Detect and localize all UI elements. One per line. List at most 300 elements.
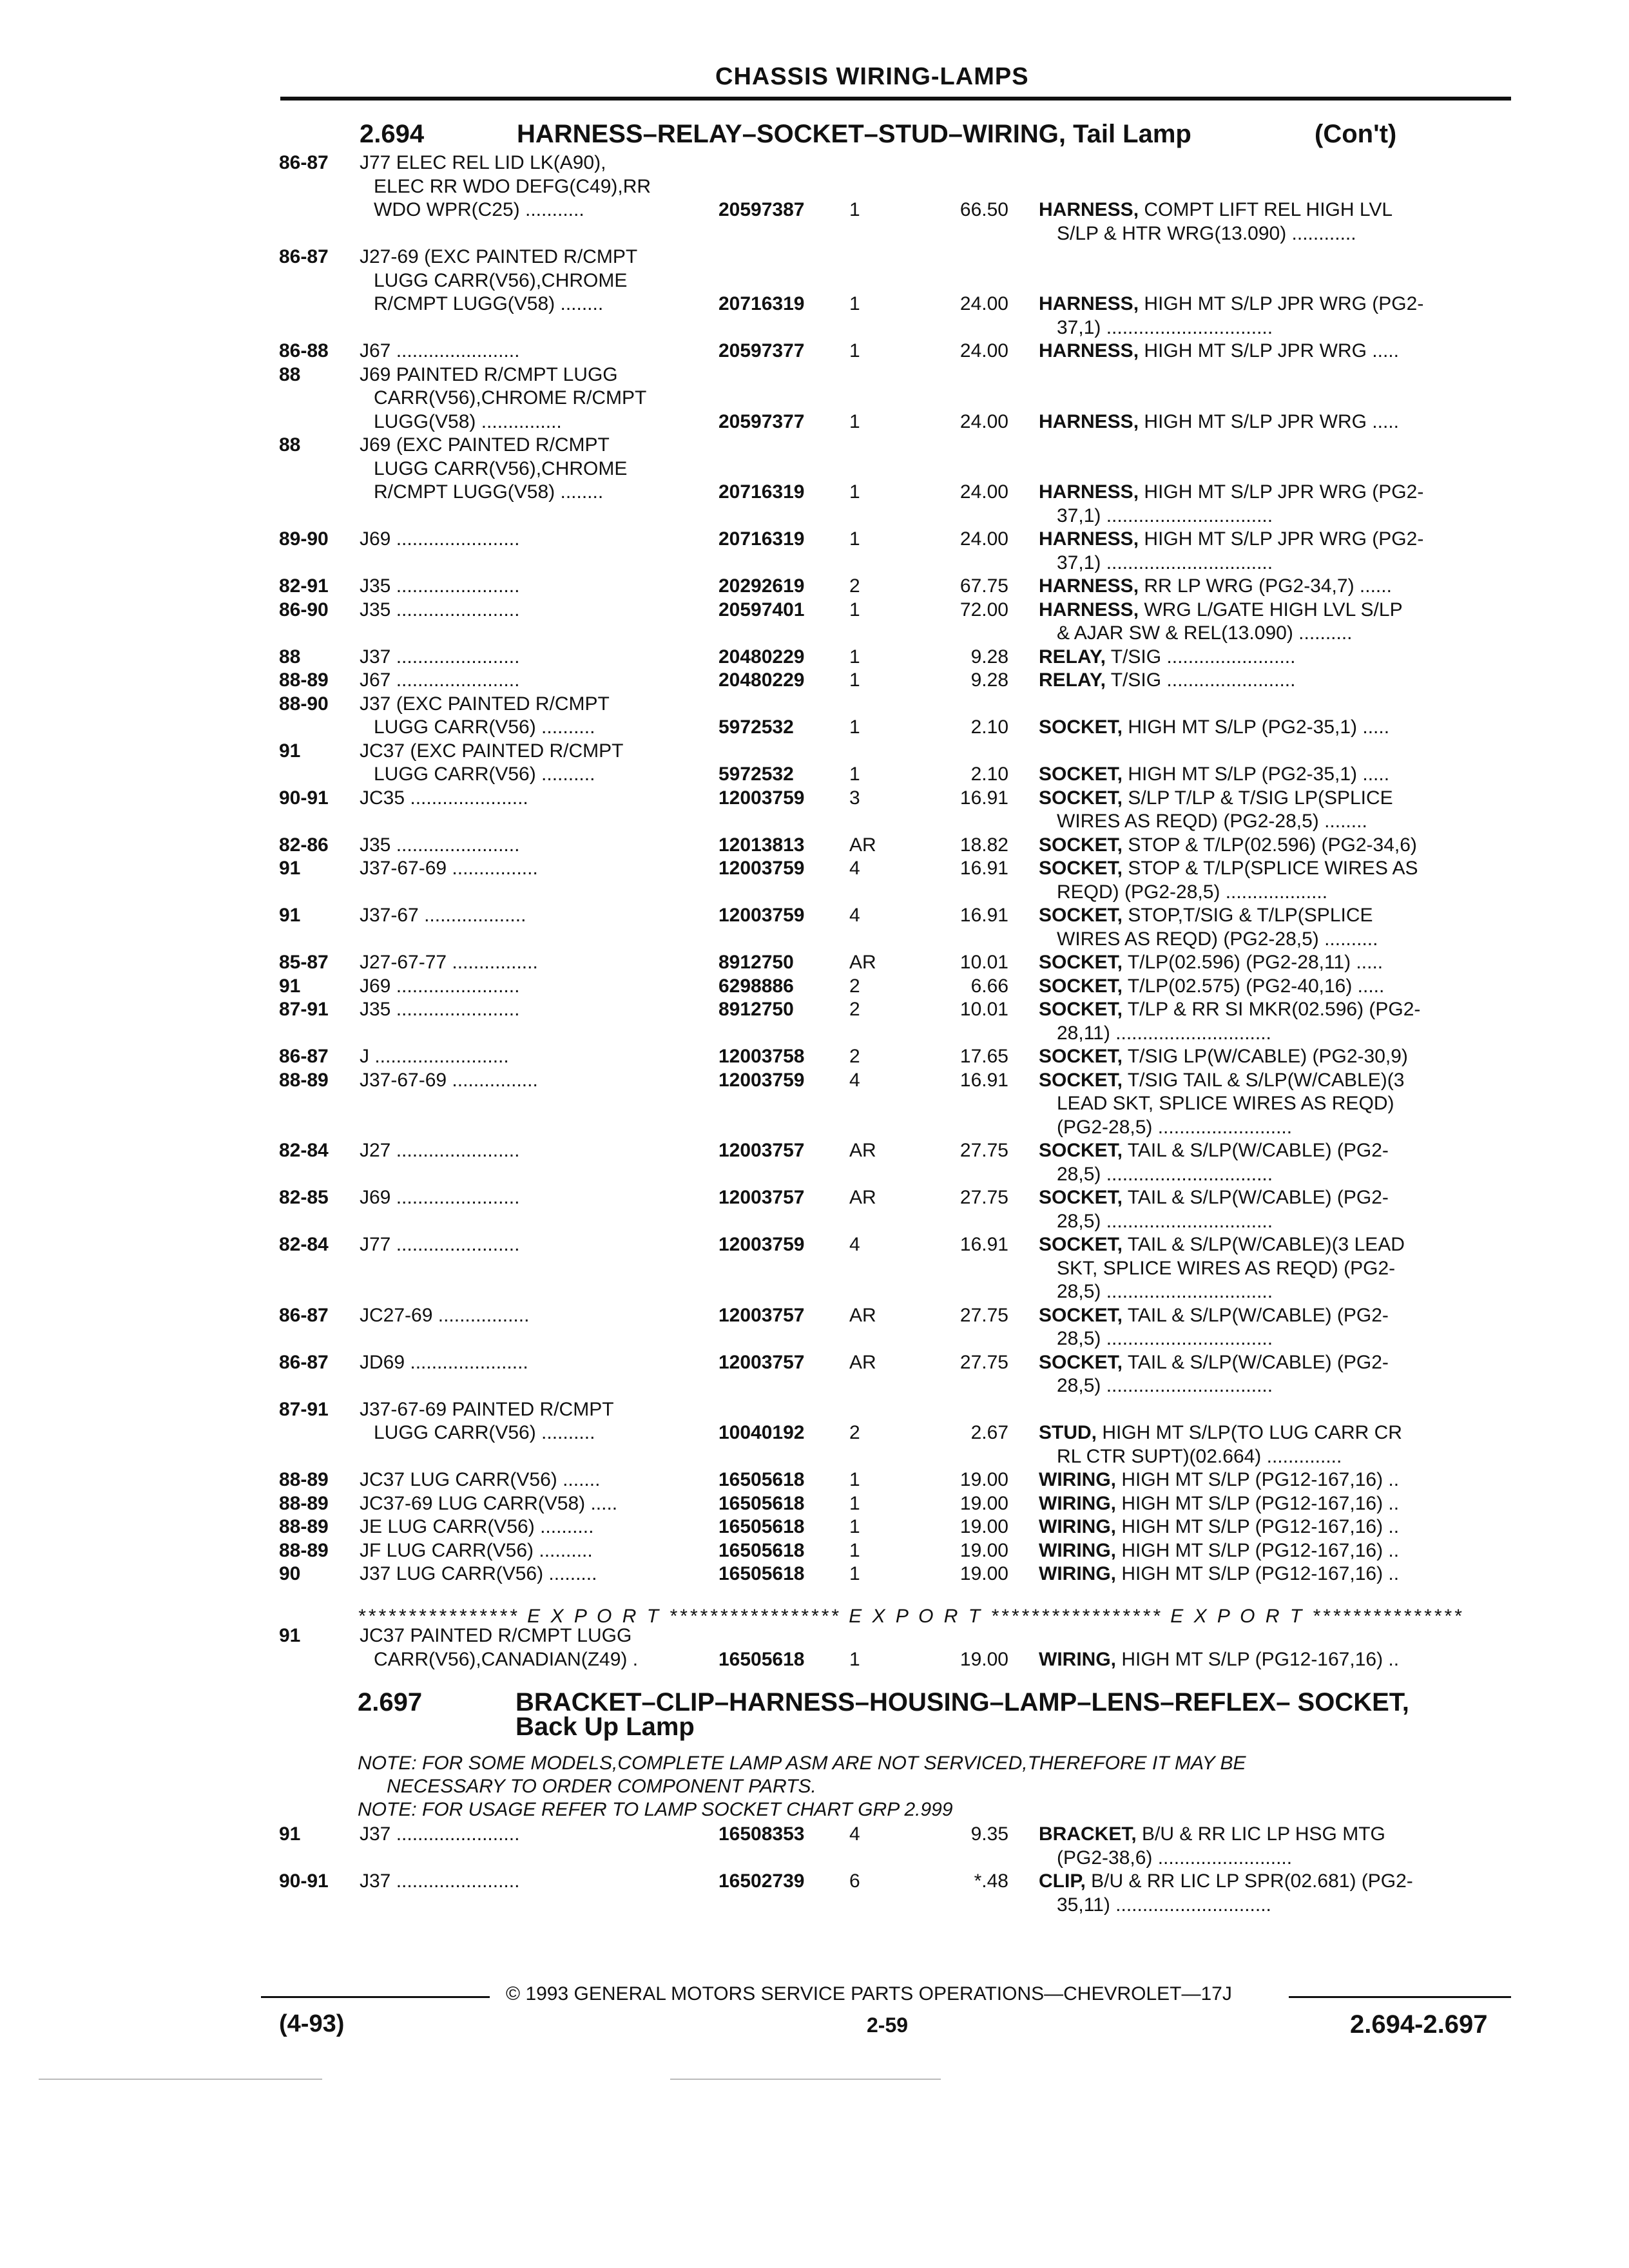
- quantity: 4: [849, 905, 860, 926]
- price: 16.91: [959, 1069, 1008, 1091]
- quantity: 3: [849, 787, 860, 809]
- part-description: [1039, 952, 1383, 974]
- model-description: J .........................: [360, 1046, 509, 1067]
- part-name: SOCKET,: [1039, 1069, 1123, 1091]
- note-line: NOTE: FOR SOME MODELS,COMPLETE LAMP ASM ARE NOT SERVICED,THEREFORE IT MAY BE: [358, 1753, 1246, 1774]
- part-number: 12003757: [718, 1140, 805, 1161]
- part-number: 12003759: [718, 858, 805, 879]
- quantity: 6: [849, 1870, 860, 1892]
- price: 24.00: [959, 340, 1008, 361]
- part-detail: HIGH MT S/LP (PG12-167,16) ..: [1116, 1492, 1400, 1514]
- quantity: 1: [849, 1648, 860, 1670]
- part-name: SOCKET,: [1039, 975, 1123, 997]
- part-name: SOCKET,: [1039, 1234, 1123, 1255]
- price: 24.00: [959, 410, 1008, 432]
- quantity: 1: [849, 199, 860, 220]
- part-description: [1039, 411, 1399, 433]
- part-name: HARNESS,: [1039, 340, 1139, 361]
- part-number: 20716319: [718, 528, 805, 550]
- part-description-cont: 28,5) ...............................: [1057, 1281, 1273, 1302]
- model-years: 88: [279, 434, 301, 456]
- model-description: JE LUG CARR(V56) ..........: [360, 1516, 594, 1537]
- part-description-cont: SKT, SPLICE WIRES AS REQD) (PG2-: [1057, 1257, 1396, 1279]
- footer-rule-right: [1289, 1996, 1511, 1998]
- model-years: 87-91: [279, 999, 329, 1020]
- part-number: 12003759: [718, 787, 805, 809]
- part-name: CLIP,: [1039, 1870, 1086, 1892]
- quantity: 1: [849, 669, 860, 691]
- part-description-cont: LEAD SKT, SPLICE WIRES AS REQD): [1057, 1093, 1394, 1114]
- part-name: SOCKET,: [1039, 1187, 1123, 1208]
- part-name: HARNESS,: [1039, 575, 1139, 597]
- model-years: 88-89: [279, 1469, 329, 1490]
- model-years: 91: [279, 858, 301, 879]
- model-description: R/CMPT LUGG(V58) ........: [374, 481, 604, 503]
- model-years: 88-89: [279, 1492, 329, 1514]
- part-name: SOCKET,: [1039, 716, 1123, 738]
- price: 16.91: [959, 858, 1008, 879]
- part-name: HARNESS,: [1039, 410, 1139, 432]
- part-description: [1039, 787, 1393, 809]
- part-number: 8912750: [718, 952, 794, 973]
- part-number: 16508353: [718, 1823, 805, 1845]
- quantity: 1: [849, 1516, 860, 1537]
- part-description: [1039, 999, 1420, 1021]
- part-description: [1039, 1305, 1389, 1327]
- part-number: 20597377: [718, 340, 805, 361]
- part-name: HARNESS,: [1039, 599, 1139, 620]
- model-description: J37 .......................: [360, 646, 520, 668]
- quantity: 1: [849, 1563, 860, 1584]
- part-description: [1039, 1422, 1402, 1444]
- quantity: AR: [849, 952, 876, 973]
- quantity: AR: [849, 1140, 876, 1161]
- part-description-cont: RL CTR SUPT)(02.664) ..............: [1057, 1445, 1342, 1467]
- part-number: 20597387: [718, 199, 805, 220]
- model-years: 82-84: [279, 1234, 329, 1255]
- footer-page-number: 2-59: [867, 2013, 909, 2037]
- part-number: 10040192: [718, 1422, 805, 1443]
- price: 24.00: [959, 481, 1008, 503]
- part-detail: STOP & T/LP(SPLICE WIRES AS: [1123, 858, 1418, 879]
- quantity: 1: [849, 1492, 860, 1514]
- part-number: 12003759: [718, 905, 805, 926]
- part-number: 6298886: [718, 975, 794, 997]
- part-description: [1039, 646, 1295, 668]
- price: 17.65: [959, 1046, 1008, 1067]
- part-detail: COMPT LIFT REL HIGH LVL: [1139, 199, 1393, 220]
- model-description: J69 (EXC PAINTED R/CMPT: [360, 434, 610, 456]
- part-number: 20292619: [718, 575, 805, 597]
- model-description: ELEC RR WDO DEFG(C49),RR: [374, 175, 651, 197]
- model-description: JC37 (EXC PAINTED R/CMPT: [360, 740, 624, 762]
- model-description: J27 .......................: [360, 1140, 520, 1161]
- part-number: 5972532: [718, 764, 794, 785]
- part-description-cont: 35,11) .............................: [1057, 1894, 1271, 1916]
- part-description: [1039, 1540, 1399, 1562]
- part-description-cont: (PG2-38,6) .........................: [1057, 1847, 1293, 1869]
- model-years: 88-89: [279, 1069, 329, 1091]
- part-name: SOCKET,: [1039, 834, 1123, 856]
- part-name: SOCKET,: [1039, 787, 1123, 809]
- model-years: 89-90: [279, 528, 329, 550]
- section2-number: 2.697: [358, 1688, 423, 1716]
- part-number: 16505618: [718, 1648, 805, 1670]
- model-years: 91: [279, 740, 301, 762]
- price: 66.50: [959, 199, 1008, 220]
- price: 27.75: [959, 1351, 1008, 1373]
- part-detail: HIGH MT S/LP JPR WRG .....: [1139, 340, 1399, 361]
- model-description: LUGG(V58) ...............: [374, 410, 562, 432]
- part-detail: TAIL & S/LP(W/CABLE)(3 LEAD: [1123, 1234, 1405, 1255]
- scan-artifact: [670, 2079, 941, 2080]
- part-name: WIRING,: [1039, 1539, 1116, 1561]
- price: *.48: [974, 1870, 1008, 1892]
- part-detail: HIGH MT S/LP (PG12-167,16) ..: [1116, 1516, 1400, 1537]
- part-description: [1039, 1823, 1385, 1845]
- model-years: 88-89: [279, 1516, 329, 1537]
- part-detail: HIGH MT S/LP JPR WRG (PG2-: [1139, 481, 1424, 503]
- model-years: 82-86: [279, 834, 329, 856]
- quantity: 1: [849, 716, 860, 738]
- model-description: J27-67-77 ................: [360, 952, 538, 973]
- model-description: JC37 PAINTED R/CMPT LUGG: [360, 1625, 632, 1646]
- part-description: [1039, 1234, 1405, 1256]
- scan-artifact: [39, 2079, 322, 2080]
- part-number: 12003757: [718, 1304, 805, 1326]
- part-detail: HIGH MT S/LP (PG12-167,16) ..: [1116, 1469, 1400, 1490]
- model-description: LUGG CARR(V56) ..........: [374, 764, 595, 785]
- part-number: 16505618: [718, 1539, 805, 1561]
- part-description-cont: & AJAR SW & REL(13.090) ..........: [1057, 622, 1353, 644]
- export-divider: **************** E X P O R T ***************** E X P O R T ***************** E X P O R T ***************: [358, 1606, 1464, 1627]
- model-description: J67 .......................: [360, 669, 520, 691]
- part-number: 16505618: [718, 1563, 805, 1584]
- part-description: [1039, 599, 1403, 621]
- model-description: JC35 ......................: [360, 787, 528, 809]
- price: 9.35: [970, 1823, 1008, 1845]
- price: 19.00: [959, 1469, 1008, 1490]
- model-description: J27-69 (EXC PAINTED R/CMPT: [360, 246, 638, 267]
- price: 2.67: [970, 1422, 1008, 1443]
- quantity: 1: [849, 1539, 860, 1561]
- part-detail: HIGH MT S/LP(TO LUG CARR CR: [1097, 1422, 1402, 1443]
- part-detail: TAIL & S/LP(W/CABLE) (PG2-: [1123, 1140, 1389, 1161]
- price: 27.75: [959, 1304, 1008, 1326]
- part-description: [1039, 1070, 1404, 1091]
- part-description-cont: 28,11) .............................: [1057, 1022, 1271, 1044]
- part-name: SOCKET,: [1039, 1351, 1123, 1373]
- footer-copyright: © 1993 GENERAL MOTORS SERVICE PARTS OPERATIONS—CHEVROLET—17J: [506, 1983, 1232, 2004]
- quantity: 2: [849, 1422, 860, 1443]
- part-number: 5972532: [718, 716, 794, 738]
- section2-title-line2: Back Up Lamp: [516, 1713, 695, 1741]
- part-description: [1039, 1046, 1408, 1068]
- part-description: [1039, 1649, 1399, 1671]
- model-description: J35 .......................: [360, 999, 520, 1020]
- part-description-cont: 28,5) ...............................: [1057, 1328, 1273, 1349]
- part-detail: HIGH MT S/LP JPR WRG .....: [1139, 410, 1399, 432]
- part-description: [1039, 858, 1418, 879]
- model-years: 87-91: [279, 1398, 329, 1420]
- quantity: 1: [849, 599, 860, 620]
- part-description: [1039, 834, 1417, 856]
- part-number: 20597401: [718, 599, 805, 620]
- note-line: NECESSARY TO ORDER COMPONENT PARTS.: [387, 1776, 816, 1797]
- part-detail: T/SIG ........................: [1105, 669, 1296, 691]
- model-years: 88-89: [279, 669, 329, 691]
- page-header-title: CHASSIS WIRING-LAMPS: [715, 63, 1029, 90]
- part-description-cont: (PG2-28,5) .........................: [1057, 1116, 1293, 1138]
- part-detail: T/LP & RR SI MKR(02.596) (PG2-: [1123, 999, 1421, 1020]
- part-detail: B/U & RR LIC LP SPR(02.681) (PG2-: [1085, 1870, 1413, 1892]
- part-number: 12003757: [718, 1351, 805, 1373]
- footer-item-range: 2.694-2.697: [1350, 2010, 1488, 2039]
- part-name: HARNESS,: [1039, 293, 1139, 314]
- model-years: 86-87: [279, 152, 329, 173]
- model-description: J37 .......................: [360, 1823, 520, 1845]
- quantity: 4: [849, 1234, 860, 1255]
- part-name: SOCKET,: [1039, 1304, 1123, 1326]
- part-detail: TAIL & S/LP(W/CABLE) (PG2-: [1123, 1351, 1389, 1373]
- part-description: [1039, 716, 1389, 738]
- quantity: AR: [849, 1351, 876, 1373]
- price: 2.10: [970, 716, 1008, 738]
- model-description: JC37 LUG CARR(V56) .......: [360, 1469, 601, 1490]
- part-description-cont: S/LP & HTR WRG(13.090) ............: [1057, 222, 1356, 244]
- part-name: HARNESS,: [1039, 481, 1139, 503]
- model-years: 88: [279, 363, 301, 385]
- price: 16.91: [959, 1234, 1008, 1255]
- model-description: J35 .......................: [360, 834, 520, 856]
- part-name: SOCKET,: [1039, 1046, 1123, 1067]
- section-continued: (Con't): [1315, 120, 1397, 148]
- model-description: J35 .......................: [360, 599, 520, 620]
- part-name: SOCKET,: [1039, 905, 1123, 926]
- part-description-cont: WIRES AS REQD) (PG2-28,5) ........: [1057, 811, 1367, 832]
- price: 19.00: [959, 1563, 1008, 1584]
- model-description: J69 .......................: [360, 1187, 520, 1208]
- part-description: [1039, 1516, 1399, 1538]
- price: 19.00: [959, 1648, 1008, 1670]
- price: 19.00: [959, 1539, 1008, 1561]
- part-number: 12003759: [718, 1234, 805, 1255]
- model-description: J69 .......................: [360, 975, 520, 997]
- part-detail: WRG L/GATE HIGH LVL S/LP: [1139, 599, 1403, 620]
- model-description: JD69 ......................: [360, 1351, 528, 1373]
- model-years: 85-87: [279, 952, 329, 973]
- quantity: 4: [849, 1823, 860, 1845]
- quantity: 1: [849, 764, 860, 785]
- model-description: J77 ELEC REL LID LK(A90),: [360, 152, 606, 173]
- part-detail: HIGH MT S/LP (PG2-35,1) .....: [1123, 764, 1390, 785]
- part-name: WIRING,: [1039, 1516, 1116, 1537]
- header-rule: [280, 97, 1511, 101]
- model-description: J69 PAINTED R/CMPT LUGG: [360, 363, 618, 385]
- part-description: [1039, 1469, 1399, 1491]
- model-years: 82-85: [279, 1187, 329, 1208]
- part-description-cont: 28,5) ...............................: [1057, 1210, 1273, 1232]
- part-number: 16505618: [718, 1469, 805, 1490]
- section-title: HARNESS–RELAY–SOCKET–STUD–WIRING, Tail Lamp: [517, 120, 1191, 148]
- part-name: BRACKET,: [1039, 1823, 1137, 1845]
- quantity: AR: [849, 1187, 876, 1208]
- part-number: 16505618: [718, 1492, 805, 1514]
- footer-rule-left: [261, 1996, 490, 1998]
- part-name: RELAY,: [1039, 669, 1106, 691]
- quantity: 2: [849, 975, 860, 997]
- part-detail: HIGH MT S/LP JPR WRG (PG2-: [1139, 528, 1424, 550]
- part-description: [1039, 1352, 1389, 1374]
- part-number: 12003759: [718, 1069, 805, 1091]
- part-description: [1039, 669, 1295, 691]
- part-name: WIRING,: [1039, 1648, 1116, 1670]
- footer-date: (4-93): [279, 2010, 345, 2037]
- part-name: WIRING,: [1039, 1469, 1116, 1490]
- model-years: 91: [279, 975, 301, 997]
- part-description-cont: WIRES AS REQD) (PG2-28,5) ..........: [1057, 928, 1378, 950]
- part-number: 20597377: [718, 410, 805, 432]
- part-name: WIRING,: [1039, 1563, 1116, 1584]
- part-detail: HIGH MT S/LP (PG12-167,16) ..: [1116, 1563, 1400, 1584]
- quantity: 1: [849, 528, 860, 550]
- quantity: AR: [849, 1304, 876, 1326]
- model-years: 86-87: [279, 1351, 329, 1373]
- part-description: [1039, 1870, 1413, 1892]
- model-description: J67 .......................: [360, 340, 520, 361]
- part-description: [1039, 1563, 1399, 1585]
- price: 9.28: [970, 669, 1008, 691]
- price: 18.82: [959, 834, 1008, 856]
- quantity: 2: [849, 575, 860, 597]
- model-years: 86-90: [279, 599, 329, 620]
- part-name: HARNESS,: [1039, 199, 1139, 220]
- part-description: [1039, 1187, 1389, 1209]
- part-name: SOCKET,: [1039, 1140, 1123, 1161]
- part-detail: T/LP(02.596) (PG2-28,11) .....: [1123, 952, 1383, 973]
- price: 27.75: [959, 1140, 1008, 1161]
- part-description: [1039, 340, 1399, 362]
- part-name: SOCKET,: [1039, 764, 1123, 785]
- part-description: [1039, 199, 1393, 221]
- quantity: AR: [849, 834, 876, 856]
- model-description: J77 .......................: [360, 1234, 520, 1255]
- model-description: R/CMPT LUGG(V58) ........: [374, 293, 604, 314]
- part-detail: HIGH MT S/LP JPR WRG (PG2-: [1139, 293, 1424, 314]
- model-description: J37 (EXC PAINTED R/CMPT: [360, 693, 610, 715]
- part-description-cont: 37,1) ...............................: [1057, 552, 1273, 573]
- model-description: J37-67-69 PAINTED R/CMPT: [360, 1398, 614, 1420]
- part-number: 12003757: [718, 1187, 805, 1208]
- part-number: 20480229: [718, 669, 805, 691]
- part-description: [1039, 905, 1373, 927]
- part-number: 12013813: [718, 834, 805, 856]
- part-number: 8912750: [718, 999, 794, 1020]
- model-years: 86-87: [279, 1046, 329, 1067]
- model-years: 91: [279, 905, 301, 926]
- part-detail: T/SIG ........................: [1105, 646, 1296, 668]
- price: 9.28: [970, 646, 1008, 668]
- model-years: 91: [279, 1625, 301, 1646]
- section2-title-line1: BRACKET–CLIP–HARNESS–HOUSING–LAMP–LENS–REFLEX– SOCKET,: [516, 1688, 1409, 1716]
- model-description: LUGG CARR(V56) ..........: [374, 716, 595, 738]
- quantity: 1: [849, 481, 860, 503]
- part-detail: TAIL & S/LP(W/CABLE) (PG2-: [1123, 1187, 1389, 1208]
- part-detail: HIGH MT S/LP (PG12-167,16) ..: [1116, 1539, 1400, 1561]
- part-detail: T/SIG LP(W/CABLE) (PG2-30,9): [1123, 1046, 1408, 1067]
- part-name: HARNESS,: [1039, 528, 1139, 550]
- model-years: 86-87: [279, 246, 329, 267]
- model-description: J69 .......................: [360, 528, 520, 550]
- model-description: CARR(V56),CHROME R/CMPT: [374, 387, 647, 408]
- part-detail: TAIL & S/LP(W/CABLE) (PG2-: [1123, 1304, 1389, 1326]
- part-description: [1039, 528, 1423, 550]
- quantity: 1: [849, 1469, 860, 1490]
- part-description: [1039, 1493, 1399, 1515]
- model-years: 90-91: [279, 787, 329, 809]
- part-description: [1039, 481, 1423, 503]
- price: 67.75: [959, 575, 1008, 597]
- price: 2.10: [970, 764, 1008, 785]
- part-detail: STOP,T/SIG & T/LP(SPLICE: [1123, 905, 1373, 926]
- quantity: 1: [849, 340, 860, 361]
- part-name: SOCKET,: [1039, 952, 1123, 973]
- part-detail: T/SIG TAIL & S/LP(W/CABLE)(3: [1123, 1069, 1405, 1091]
- model-description: LUGG CARR(V56),CHROME: [374, 269, 628, 291]
- quantity: 2: [849, 1046, 860, 1067]
- quantity: 2: [849, 999, 860, 1020]
- part-detail: B/U & RR LIC LP HSG MTG: [1136, 1823, 1385, 1845]
- model-description: JC37-69 LUG CARR(V58) .....: [360, 1492, 618, 1514]
- model-description: J37-67-69 ................: [360, 858, 538, 879]
- part-number: 20716319: [718, 481, 805, 503]
- model-years: 86-87: [279, 1304, 329, 1326]
- quantity: 1: [849, 410, 860, 432]
- price: 27.75: [959, 1187, 1008, 1208]
- price: 19.00: [959, 1492, 1008, 1514]
- price: 6.66: [970, 975, 1008, 997]
- part-detail: T/LP(02.575) (PG2-40,16) .....: [1123, 975, 1385, 997]
- model-description: WDO WPR(C25) ...........: [374, 199, 584, 220]
- model-years: 91: [279, 1823, 301, 1845]
- model-years: 90: [279, 1563, 301, 1584]
- part-number: 20716319: [718, 293, 805, 314]
- part-description-cont: 37,1) ...............................: [1057, 316, 1273, 338]
- part-detail: HIGH MT S/LP (PG12-167,16) ..: [1116, 1648, 1400, 1670]
- model-years: 86-88: [279, 340, 329, 361]
- part-name: STUD,: [1039, 1422, 1097, 1443]
- price: 24.00: [959, 293, 1008, 314]
- part-detail: HIGH MT S/LP (PG2-35,1) .....: [1123, 716, 1390, 738]
- section-number: 2.694: [360, 120, 425, 148]
- model-description: JF LUG CARR(V56) ..........: [360, 1539, 593, 1561]
- model-description: J37 .......................: [360, 1870, 520, 1892]
- part-description-cont: REQD) (PG2-28,5) ...................: [1057, 881, 1328, 903]
- part-name: SOCKET,: [1039, 858, 1123, 879]
- model-description: J37 LUG CARR(V56) .........: [360, 1563, 597, 1584]
- model-description: J35 .......................: [360, 575, 520, 597]
- price: 72.00: [959, 599, 1008, 620]
- quantity: 1: [849, 646, 860, 668]
- part-number: 20480229: [718, 646, 805, 668]
- price: 16.91: [959, 905, 1008, 926]
- part-detail: STOP & T/LP(02.596) (PG2-34,6): [1123, 834, 1417, 856]
- part-detail: RR LP WRG (PG2-34,7) ......: [1139, 575, 1392, 597]
- model-description: LUGG CARR(V56),CHROME: [374, 457, 628, 479]
- note-line: NOTE: FOR USAGE REFER TO LAMP SOCKET CHART GRP 2.999: [358, 1799, 953, 1820]
- price: 19.00: [959, 1516, 1008, 1537]
- price: 10.01: [959, 952, 1008, 973]
